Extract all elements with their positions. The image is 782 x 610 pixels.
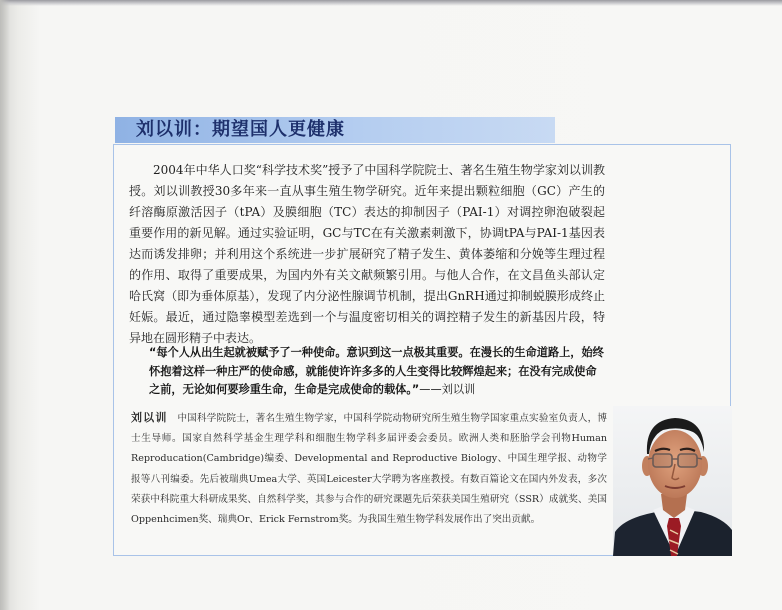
article-title: 刘以训：期望国人更健康 <box>136 119 345 140</box>
quote-block <box>149 344 605 400</box>
page-binding-shadow <box>0 0 10 610</box>
quote-text: “每个人从出生起就被赋予了一种使命。意识到这一点极其重要。在漫长的生命道路上，始终怀抱着这样一种庄严的使命感，就能使许许多多的人生变得比较辉煌起来；在没有完成使命之前，无论如何要珍重生命，生命是完成使命的载体。” <box>149 346 604 397</box>
bio-name: 刘以训 <box>131 411 168 424</box>
quote-author: ——刘以训 <box>419 383 476 397</box>
article-paragraph: 2004年中华人口奖“科学技术奖”授予了中国科学院院士、著名生殖生物学家刘以训教授。刘以训教授30多年来一直从事生殖生物学研究。近年来提出颗粒细胞（GC）产生的纤溶酶原激活因子（tPA）及膜细胞（TC）表达的抑制因子（PAI-1）对调控卵泡破裂起重要作用的新见解。通过实验证明，GC与TC在有关激素刺激下，协调tPA与PAI-1基因表达而诱发排卵；并利用这个系统进一步扩展研究了精子发生、黄体萎缩和分娩等生理过程的作用、取得了重要成果，为国内外有关文献频繁引用。与他人合作，在文昌鱼头部认定哈氏窝（即为垂体原基），发现了内分泌性腺调节机制，提出GnRH通过抑制蜕膜形成终止妊娠。最近，通过隐睾模型差选到一个与温度密切相关的调控精子发生的新基因片段，特异地在圆形精子中表达。 <box>129 163 605 345</box>
portrait-photo <box>613 406 732 556</box>
portrait-illustration <box>613 406 732 556</box>
bio-block <box>131 408 607 530</box>
bio-text: 中国科学院院士，著名生殖生物学家，中国科学院动物研究所生殖生物学国家重点实验室负责人，博士生导师。国家自然科学基金生理学科和细胞生物学科多届评委会委员。欧洲人类和胚胎学会刊物Human Reproducation(Cambridge)编委、Developmental and Reproductive Biology、中国生理学报、动物学报等八刊编委。先后被瑞典Umea大学、英国Leicester大学聘为客座教授。有数百篇论文在国内外发表，多次荣获中科院重大科研成果奖、自然科学奖，其参与合作的研究课题先后荣获美国生殖研究（SSR）成就奖、美国Oppenhcimen奖、瑞典Or、Erick Fernstrom奖。为我国生殖生物学科发展作出了突出贡献。 <box>131 413 608 526</box>
page-top-edge <box>0 0 782 6</box>
